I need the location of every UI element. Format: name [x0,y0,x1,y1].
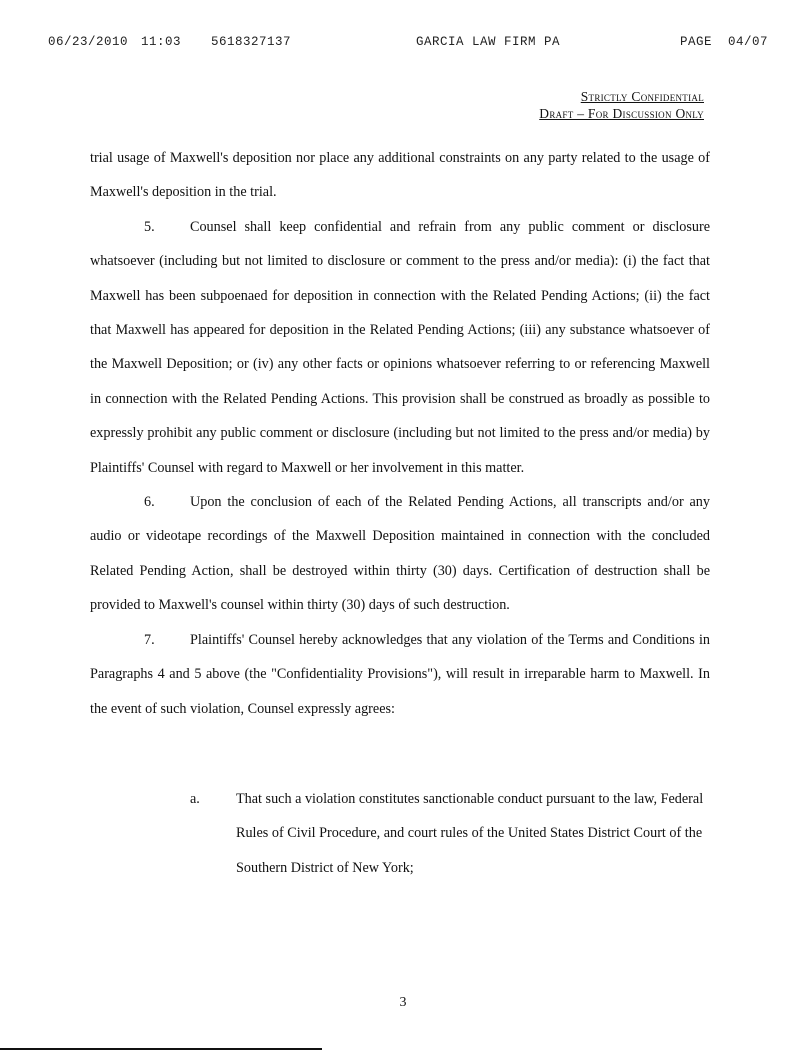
paragraph-6 [90,485,710,623]
paragraph-text: Upon the conclusion of each of the Related Pending Actions, all transcripts and/or any audio or videotape recordings of the Maxwell Deposition maintained in connection with the concluded Related Pending Action, shall be destroyed within thirty (30) days. Certification of destruction shall be provided to Maxwell's counsel within thirty (30) days of such destruction. [90,494,710,614]
paragraph-number: 5. [144,218,155,235]
paragraph-text: Counsel shall keep confidential and refrain from any public comment or disclosure whatsoever (including but not limited to disclosure or comment to the press and/or media): (i) the fact that Maxwell has been subpoenaed for deposition in connection with the Related Pending Actions; (ii) the fact that Maxwell has appeared for deposition in the Related Pending Actions; (iii) any substance whatsoever of the Maxwell Deposition; or (iv) any other facts or opinions whatsoever referring to or referencing Maxwell in connection with the Related Pending Actions. This provision shall be construed as broadly as possible to expressly prohibit any public comment or disclosure (including but not limited to the press and/or media) by Plaintiffs' Counsel with regard to Maxwell or her involvement in this matter. [90,218,710,476]
paragraph-7 [90,623,710,726]
fax-sender: GARCIA LAW FIRM PA [416,35,561,49]
fax-date: 06/23/2010 [48,35,129,49]
continuation-paragraph: trial usage of Maxwell's deposition nor place any additional constraints on any party related to the usage of Maxwell's deposition in the trial. [90,150,710,201]
fax-phone: 5618327137 [211,35,292,49]
page-number: 3 [399,995,407,1010]
confidential-stamp: Strictly Confidential [580,89,704,104]
paragraph-number: 6. [144,494,155,511]
fax-page-count: PAGE 04/07 [680,35,769,49]
fax-time: 11:03 [141,35,182,49]
draft-stamp: Draft – For Discussion Only [539,106,704,121]
subparagraph-a [190,782,710,885]
subparagraph-letter: a. [190,791,200,807]
bottom-rule [0,1048,322,1050]
paragraph-number: 7. [144,631,155,648]
document-body [90,141,710,726]
paragraph-text: Plaintiffs' Counsel hereby acknowledges that any violation of the Terms and Conditions in Paragraphs 4 and 5 above (the "Confidentiality Provisions"), will result in irreparable harm to Maxwell. In the event of such violation, Counsel expressly agrees: [90,631,710,717]
subparagraph-text: That such a violation constitutes sanctionable conduct pursuant to the law, Federal Rules of Civil Procedure, and court rules of the United States District Court of the Southern District of New York; [236,791,704,876]
paragraph-5 [90,210,710,485]
fax-header [0,35,806,51]
